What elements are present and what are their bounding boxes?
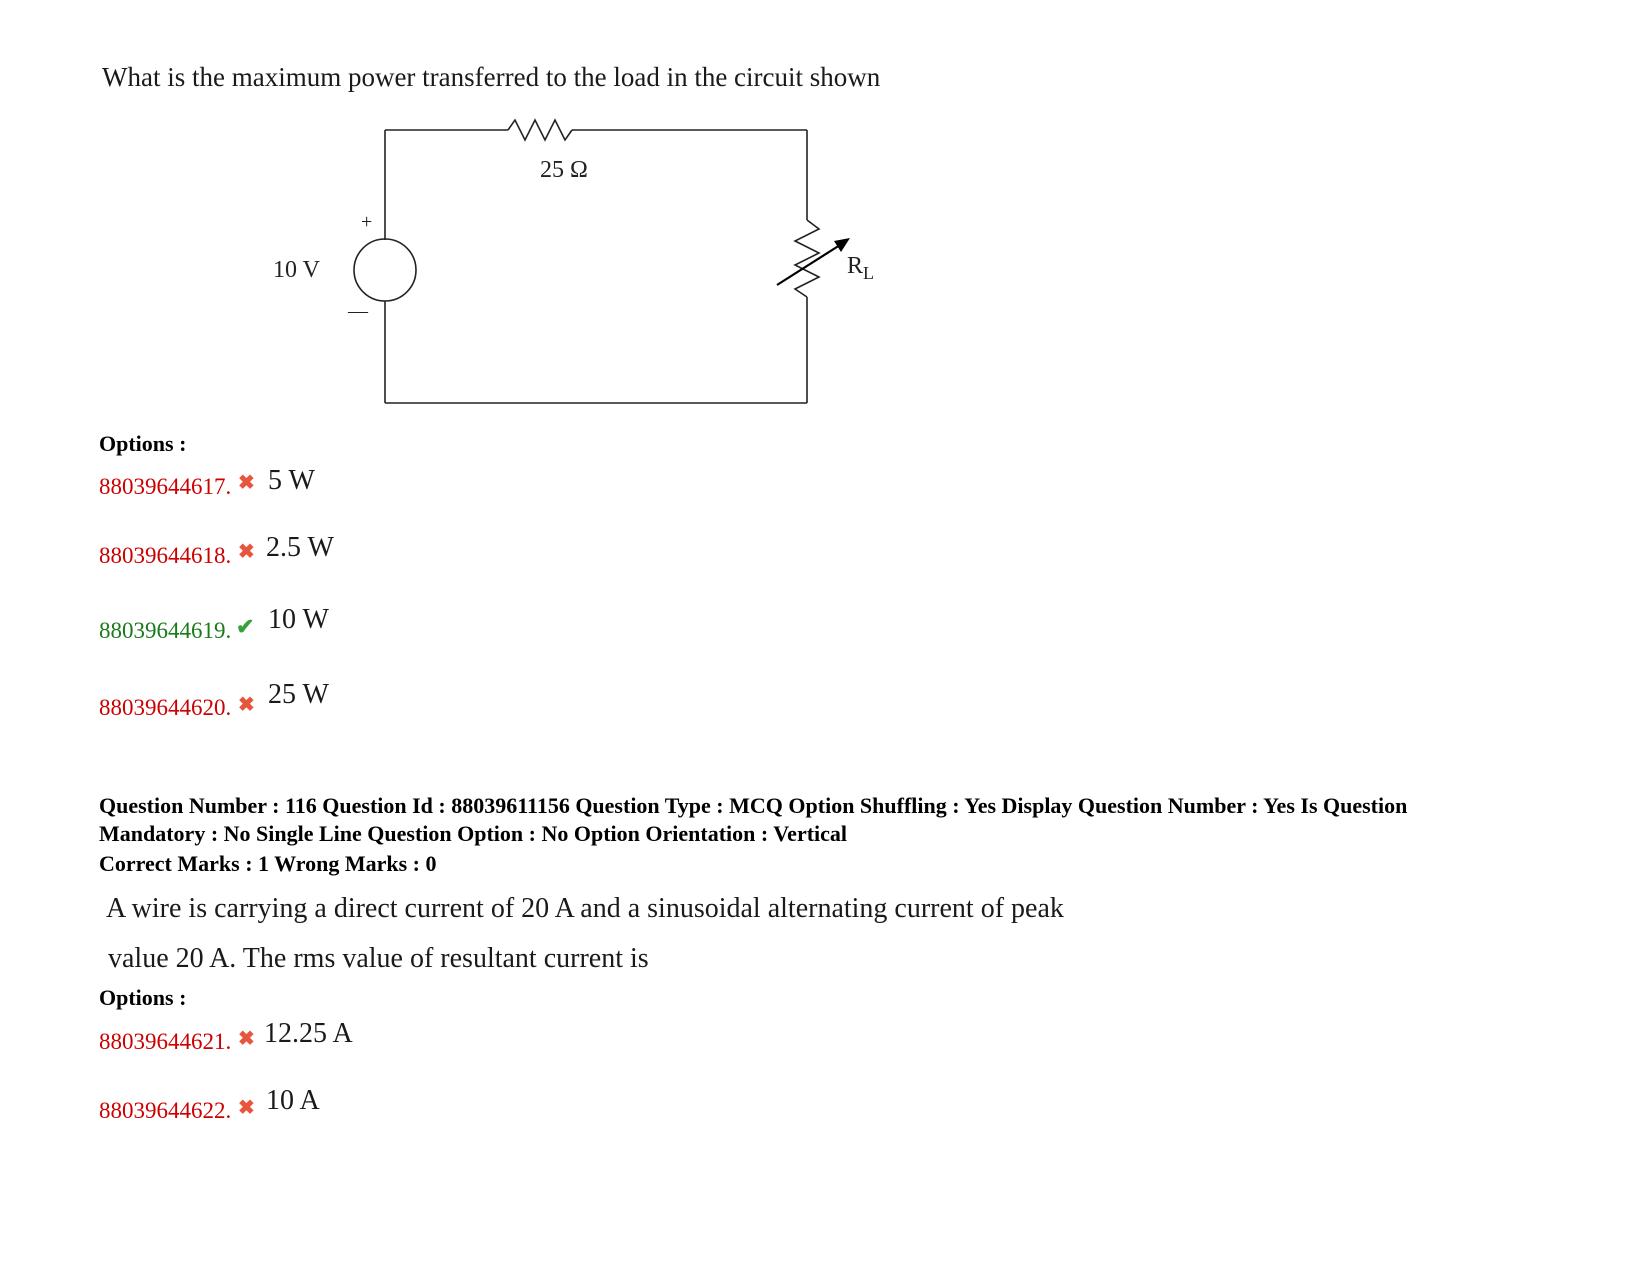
- question-meta-line2: Mandatory : No Single Line Question Option : No Option Orientation : Vertical: [99, 821, 848, 846]
- load-resistor: [795, 220, 819, 297]
- check-icon: ✔: [236, 614, 255, 639]
- cross-icon: ✖: [238, 1028, 255, 1050]
- resistor-label: 25 Ω: [540, 157, 588, 183]
- load-label: [847, 253, 874, 283]
- option-id: 88039644622.: [99, 1098, 232, 1123]
- minus-sign: —: [348, 300, 368, 322]
- option-value: 5 W: [268, 465, 315, 496]
- option-id: 88039644620.: [99, 695, 232, 720]
- question-meta: [99, 792, 1569, 848]
- cross-icon: ✖: [238, 694, 255, 716]
- options-label: Options :: [99, 985, 187, 1010]
- options-label: Options :: [99, 431, 187, 456]
- cross-icon: ✖: [238, 1097, 255, 1119]
- plus-sign: +: [361, 211, 373, 233]
- option-value: 12.25 A: [264, 1018, 353, 1049]
- option-id: 88039644621.: [99, 1029, 232, 1054]
- load-label-main: R: [847, 253, 864, 279]
- option-id: 88039644617.: [99, 474, 232, 499]
- option-value: 25 W: [268, 679, 329, 710]
- resistor-25-ohm: [508, 120, 572, 140]
- question-marks: Correct Marks : 1 Wrong Marks : 0: [99, 851, 437, 876]
- question-meta-line1: Question Number : 116 Question Id : 88039611156 Question Type : MCQ Option Shuffling : Yes Display Question Number : Yes Is Question: [99, 793, 1408, 818]
- circuit-diagram: [250, 105, 950, 425]
- question-text-line1: A wire is carrying a direct current of 20 A and a sinusoidal alternating current of peak: [106, 893, 1064, 924]
- cross-icon: ✖: [238, 472, 255, 494]
- voltage-source: [354, 239, 416, 301]
- option-value: 10 A: [266, 1085, 320, 1116]
- variable-arrow-shaft: [777, 245, 840, 285]
- cross-icon: ✖: [238, 541, 255, 563]
- variable-arrow-head: [834, 238, 850, 252]
- option-value: 10 W: [268, 604, 329, 635]
- source-label: 10 V: [273, 257, 320, 283]
- load-label-sub: L: [863, 263, 875, 283]
- option-value: 2.5 W: [266, 532, 334, 563]
- option-id: 88039644618.: [99, 543, 232, 568]
- question-text: What is the maximum power transferred to the load in the circuit shown: [102, 62, 881, 92]
- option-id-correct: 88039644619.: [99, 618, 232, 643]
- question-text-line2: value 20 A. The rms value of resultant current is: [108, 943, 649, 974]
